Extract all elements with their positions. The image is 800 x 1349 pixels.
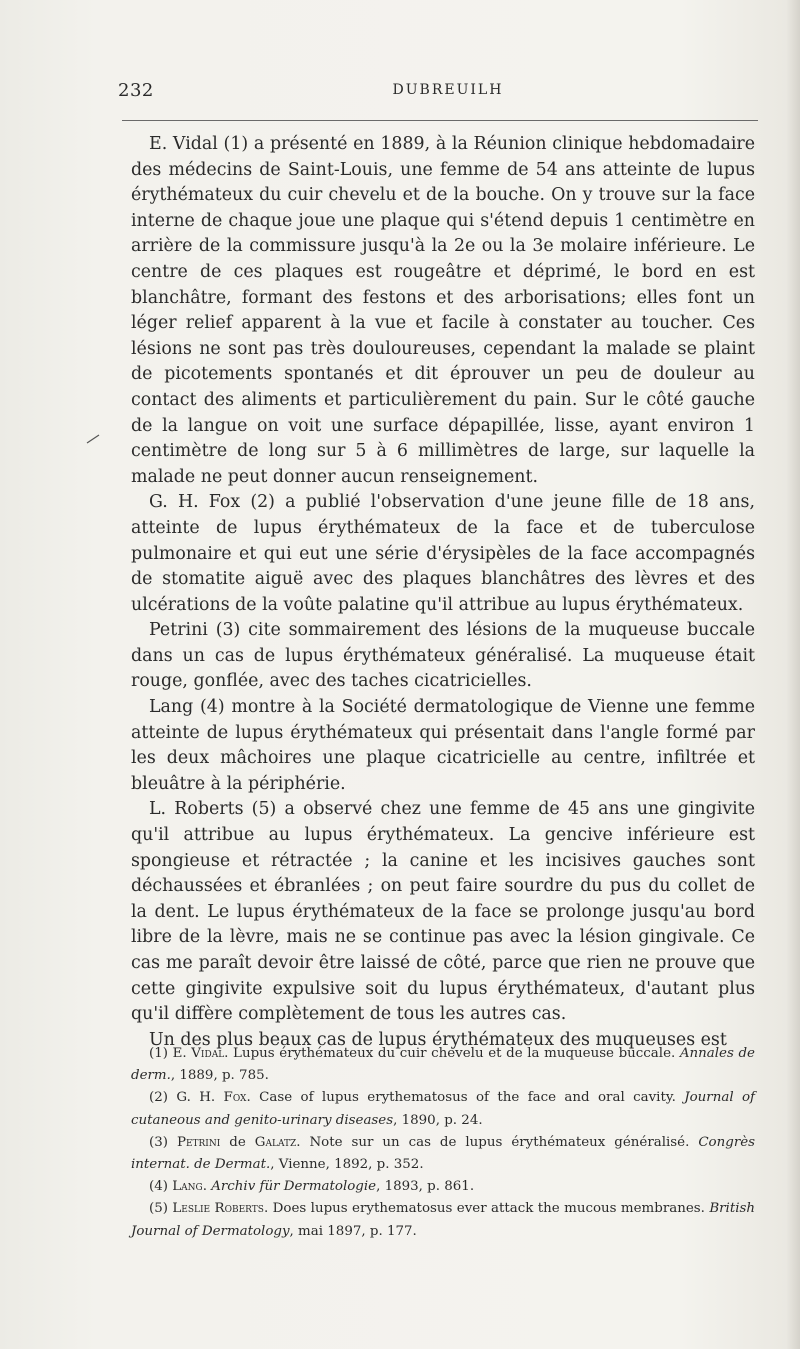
paragraph-fox: G. H. Fox (2) a publié l'observation d'une jeune fille de 18 ans, atteinte de lupus érythémateux de la face et de tuberculose pulmonaire et qui eut une série d'érysipèles de la face accompagnés de stomatite aiguë avec des plaques blanchâtres des lèvres et des ulcérations de la voûte palatine qu'il attribue au lupus érythémateux. [131,492,755,615]
footnote-2: (2) G. H. Fox. Case of lupus erythematosus of the face and oral cavity. Journal of cutaneous and genito-urinary diseases, 1890, p. 24. [131,1090,755,1128]
body-text [131,132,755,1053]
paragraph-vidal: E. Vidal (1) a présenté en 1889, à la Réunion clinique hebdomadaire des médecins de Saint-Louis, une femme de 54 ans atteinte de lupus érythémateux du cuir chevelu et de la bouche. On y trouve sur la face interne de chaque joue une plaque qui s'étend depuis 1 centimètre en arrière de la commissure jusqu'à la 2e ou la 3e molaire inférieure. Le centre de ces plaques est rougeâtre et déprimé, le bord en est blanchâtre, formant des festons et des arborisations; elles font un léger relief apparent à la vue et facile à constater au toucher. Ces lésions ne sont pas très douloureuses, cependant la malade se plaint de picotements spontanés et dit éprouver un peu de douleur au contact des aliments et particulièrement du pain. Sur le côté gauche de la langue on voit une surface dépapillée, lisse, ayant environ 1 centimètre de long sur 5 à 6 millimètres de large, sur laquelle la malade ne peut donner aucun renseignement. [131,134,755,487]
margin-pencil-mark [86,434,100,444]
header-rule [122,120,758,121]
page-header [118,80,758,102]
paragraph-roberts: L. Roberts (5) a observé chez une femme de 45 ans une gingivite qu'il attribue au lupus érythémateux. La gencive inférieure est spongieuse et rétractée ; la canine et les incisives gauches sont déchaussées et ébranlées ; on peut faire sourdre du pus du collet de la dent. Le lupus érythémateux de la face se prolonge jusqu'au bord libre de la lèvre, mais ne se continue pas avec la lésion gingivale. Ce cas me paraît devoir être laissé de côté, parce que rien ne prouve que cette gingivite expulsive soit du lupus érythémateux, d'autant plus qu'il diffère complètement de tous les autres cas. [131,799,755,1025]
running-head: DUBREUILH [392,82,504,98]
footnote-1: (1) E. Vidal. Lupus érythémateux du cuir chevelu et de la muqueuse buccale. Annales de derm., 1889, p. 785. [131,1046,755,1084]
footnote-5: (5) Leslie Roberts. Does lupus erythematosus ever attack the mucous membranes. British Journal of Dermatology, mai 1897, p. 177. [131,1201,755,1239]
footnotes [131,1043,755,1243]
footnote-3: (3) Petrini de Galatz. Note sur un cas de lupus érythémateux généralisé. Congrès internat. de Dermat., Vienne, 1892, p. 352. [131,1134,756,1173]
page-number: 232 [118,80,154,101]
footnote-4: (4) Lang. Archiv für Dermatologie, 1893, p. 861. [149,1179,475,1195]
paragraph-lang: Lang (4) montre à la Société dermatologique de Vienne une femme atteinte de lupus érythémateux qui présentait dans l'angle formé par les deux mâchoires une plaque cicatricielle au centre, infiltrée et bleuâtre à la périphérie. [131,697,755,794]
paragraph-petrini: Petrini (3) cite sommairement des lésions de la muqueuse buccale dans un cas de lupus érythémateux généralisé. La muqueuse était rouge, gonflée, avec des taches cicatricielles. [131,620,755,692]
paragraph-continuation: Un des plus beaux cas de lupus érythémateux des muqueuses est [149,1029,727,1050]
page-edge-shadow [786,0,800,1349]
